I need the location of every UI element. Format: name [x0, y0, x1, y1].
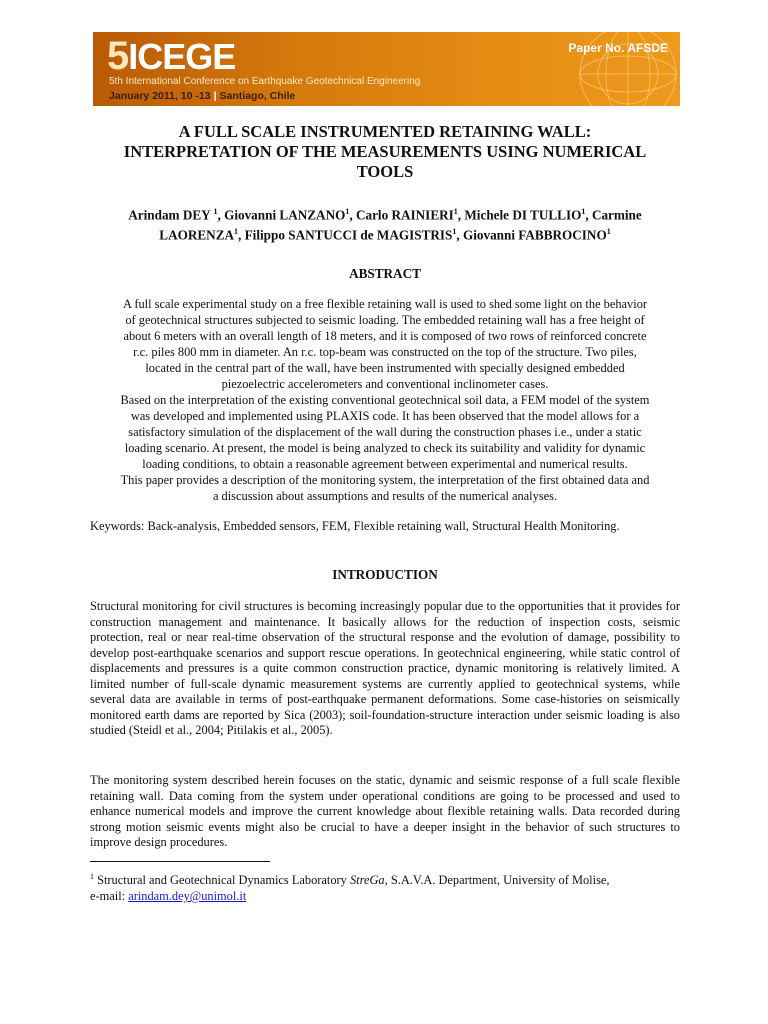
abstract-line: satisfactory simulation of the displacement of the wall during the construction phases i.e., under a static: [128, 425, 642, 439]
abstract-line: loading conditions, to obtain a reasonable agreement between experimental and numerical results.: [142, 457, 628, 471]
title-line: INTERPRETATION OF THE MEASUREMENTS USING NUMERICAL: [123, 142, 647, 161]
title-line: TOOLS: [356, 162, 414, 181]
footnote: $^1$ Structural and Geotechnical Dynamics Laboratory StreGa, S.A.V.A. Department, University of Molise, e-mail: arindam.dey@unimol.it: [90, 872, 610, 904]
paper-title: [90, 122, 680, 182]
abstract-line: This paper provides a description of the monitoring system, the interpretation of the first obtained data and: [120, 473, 650, 487]
conference-name: 5th International Conference on Earthquake Geotechnical Engineering: [109, 76, 421, 87]
abstract-line: about 6 meters with an overall length of 18 meters, and it is composed of two rows of reinforced concrete: [123, 329, 647, 343]
author: , Giovanni FABBROCINO: [456, 227, 607, 243]
abstract-body: [88, 296, 682, 504]
author: , Michele DI TULLIO: [457, 207, 582, 223]
abstract-line: r.c. piles 800 mm in diameter. An r.c. top-beam was constructed on the top of the structure. Two piles,: [133, 345, 637, 359]
conference-location: Santiago, Chile: [219, 90, 296, 102]
intro-paragraph-2: The monitoring system described herein focuses on the static, dynamic and seismic response of a full scale flexible retaining wall. Data coming from the system under operational conditions are going to be processed and used to enhance numerical models and improve the current knowledge about flexible retaining walls. Data recorded during strong motion seismic events might also be crucial to have a deeper insight in the behavior of such structures to improve design procedures.: [90, 773, 680, 849]
lab-name: StreGa: [349, 873, 385, 888]
footnote-divider: [90, 861, 270, 862]
abstract-line: loading scenario. At present, the model is being analyzed to check its suitability and validity for dynamic: [124, 441, 646, 455]
conference-logo: 5ICEGE: [107, 34, 236, 78]
author: Arindam DEY: [128, 207, 211, 223]
author: LAORENZA: [159, 227, 235, 243]
intro-paragraph-1: Structural monitoring for civil structures is becoming increasingly popular due to the opportunities that it provides for construction management and maintenance. It basically allows for the reduction of inspection costs, seismic protection, real or near real-time observation of the structural response and the evolution of damage, possibility to develop post-earthquake scenarios and support rescue operations. In geotechnical engineering, while static control of displacements and pressures is a quite common construction practice, dynamic monitoring is relatively limited. A limited number of full-scale dynamic measurement systems are currently applied to geotechnical systems, while several data are available in terms of post-earthquake permanent deformations. Some case-histories on seismically monitored earth dams are reported by Sica (2003); soil-foundation-structure interaction under seismic loading is also studied (Steidl et al., 2004; Pitilakis et al., 2005).: [90, 599, 680, 737]
conference-date-location: [109, 90, 295, 102]
abstract-line: a discussion about assumptions and results of the numerical analyses.: [212, 489, 558, 503]
author: , Carmine: [585, 207, 642, 223]
footnote-marker: 1: [90, 872, 94, 881]
abstract-line: was developed and implemented using PLAXIS code. It has been observed that the model allows for a: [130, 409, 640, 423]
author: , Carlo RAINIERI: [349, 207, 454, 223]
abstract-line: of geotechnical structures subjected to seismic loading. The embedded retaining wall has a free height of: [125, 313, 645, 327]
abstract-line: Based on the interpretation of the existing conventional geotechnical soil data, a FEM model of the system: [120, 393, 650, 407]
abstract-line: located in the central part of the wall, have been instrumented with specially designed embedded: [145, 361, 625, 375]
author: , Giovanni LANZANO: [217, 207, 346, 223]
keywords: Keywords: Back-analysis, Embedded sensors, FEM, Flexible retaining wall, Structural Health Monitoring.: [90, 519, 620, 533]
author: , Filippo SANTUCCI de MAGISTRIS: [238, 227, 453, 243]
email-link[interactable]: arindam.dey@unimol.it: [128, 889, 247, 904]
author-list: Arindam DEY $^1$, Giovanni LANZANO$^1$, Carlo RAINIERI$^1$, Michele DI TULLIO$^1$, Carmine LAORENZA$^1$, Filippo SANTUCCI de MAGISTRIS$^1$, Giovanni FABBROCINO$^1$: [128, 207, 642, 243]
introduction-heading: INTRODUCTION: [332, 567, 438, 582]
paper-number: Paper No. AFSDE: [568, 41, 668, 55]
abstract-line: piezoelectric accelerometers and conventional inclinometer cases.: [221, 377, 549, 391]
date-separator: |: [213, 90, 217, 102]
abstract-line: A full scale experimental study on a free flexible retaining wall is used to shed some light on the behavior: [122, 297, 648, 311]
conference-banner: [93, 32, 680, 106]
abstract-heading: ABSTRACT: [349, 266, 421, 281]
title-line: A FULL SCALE INSTRUMENTED RETAINING WALL:: [178, 122, 592, 141]
conference-dates: January 2011, 10 -13: [109, 90, 211, 102]
